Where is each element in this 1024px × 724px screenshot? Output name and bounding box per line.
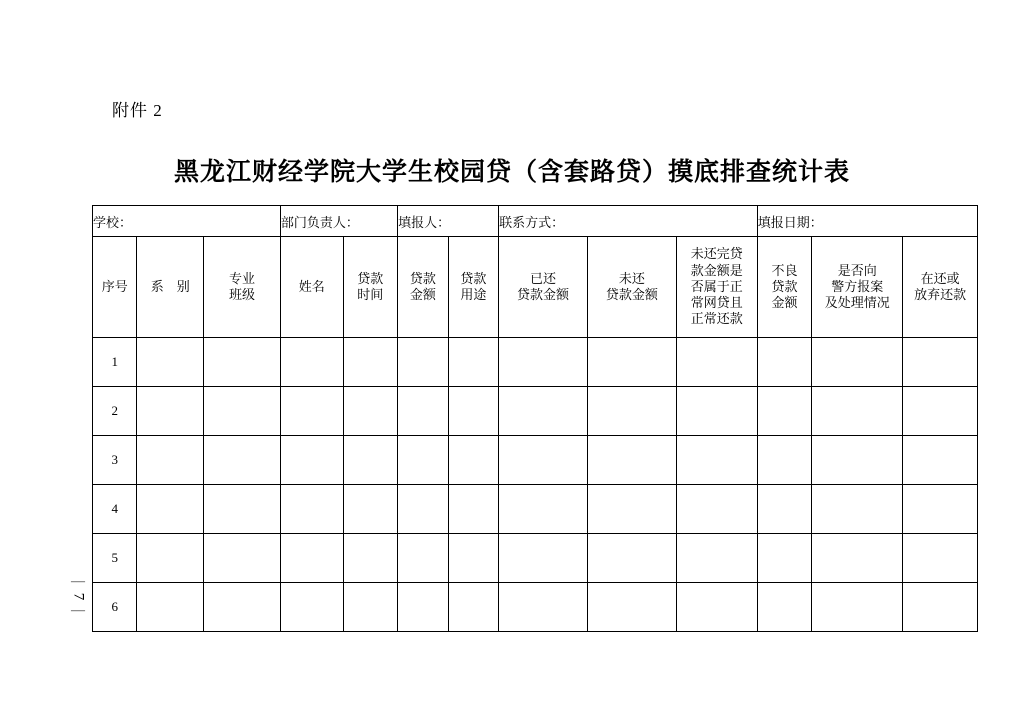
column-header-major-class: 专业 班级 xyxy=(204,237,281,338)
cell-repayment-status[interactable] xyxy=(903,436,978,485)
column-header-loan-purpose: 贷款 用途 xyxy=(448,237,499,338)
cell-bad-loan-amount[interactable] xyxy=(757,534,812,583)
cell-loan-amount[interactable] xyxy=(398,583,449,632)
cell-repayment-status[interactable] xyxy=(903,338,978,387)
cell-loan-purpose[interactable] xyxy=(448,485,499,534)
cell-normal-loan-status[interactable] xyxy=(676,534,757,583)
cell-bad-loan-amount[interactable] xyxy=(757,485,812,534)
cell-department[interactable] xyxy=(137,485,204,534)
table-row xyxy=(93,387,978,436)
row-index: 2 xyxy=(93,387,137,436)
cell-loan-purpose[interactable] xyxy=(448,387,499,436)
table-row xyxy=(93,583,978,632)
page-number-dash-bottom: — xyxy=(71,603,85,618)
column-header-name: 姓名 xyxy=(280,237,343,338)
page-title: 黑龙江财经学院大学生校园贷（含套路贷）摸底排查统计表 xyxy=(173,159,850,186)
cell-police-report[interactable] xyxy=(812,583,903,632)
cell-unpaid-amount[interactable] xyxy=(587,387,676,436)
cell-normal-loan-status[interactable] xyxy=(676,583,757,632)
cell-normal-loan-status[interactable] xyxy=(676,485,757,534)
column-header-normal-loan-status: 未还完贷 款金额是 否属于正 常网贷且 正常还款 xyxy=(676,237,757,338)
column-header-police-report: 是否向 警方报案 及处理情况 xyxy=(812,237,903,338)
cell-loan-purpose[interactable] xyxy=(448,436,499,485)
row-index: 3 xyxy=(93,436,137,485)
cell-normal-loan-status[interactable] xyxy=(676,387,757,436)
column-header-repaid-amount: 已还 贷款金额 xyxy=(499,237,588,338)
cell-police-report[interactable] xyxy=(812,485,903,534)
cell-name[interactable] xyxy=(280,387,343,436)
cell-bad-loan-amount[interactable] xyxy=(757,338,812,387)
row-index: 6 xyxy=(93,583,137,632)
cell-repayment-status[interactable] xyxy=(903,387,978,436)
cell-bad-loan-amount[interactable] xyxy=(757,583,812,632)
cell-police-report[interactable] xyxy=(812,338,903,387)
cell-loan-amount[interactable] xyxy=(398,436,449,485)
cell-unpaid-amount[interactable] xyxy=(587,583,676,632)
cell-unpaid-amount[interactable] xyxy=(587,534,676,583)
table-row xyxy=(93,534,978,583)
cell-name[interactable] xyxy=(280,485,343,534)
cell-unpaid-amount[interactable] xyxy=(587,436,676,485)
cell-major-class[interactable] xyxy=(204,534,281,583)
cell-repaid-amount[interactable] xyxy=(499,338,588,387)
cell-repayment-status[interactable] xyxy=(903,485,978,534)
cell-name[interactable] xyxy=(280,436,343,485)
meta-field-report-date[interactable]: 填报日期： xyxy=(757,206,977,237)
cell-unpaid-amount[interactable] xyxy=(587,338,676,387)
cell-department[interactable] xyxy=(137,534,204,583)
cell-loan-time[interactable] xyxy=(343,338,398,387)
cell-repayment-status[interactable] xyxy=(903,583,978,632)
cell-loan-amount[interactable] xyxy=(398,485,449,534)
page-number-dash-top: — xyxy=(71,574,85,589)
cell-police-report[interactable] xyxy=(812,387,903,436)
cell-police-report[interactable] xyxy=(812,436,903,485)
table-row xyxy=(93,485,978,534)
cell-normal-loan-status[interactable] xyxy=(676,436,757,485)
cell-repaid-amount[interactable] xyxy=(499,387,588,436)
cell-loan-time[interactable] xyxy=(343,534,398,583)
cell-repaid-amount[interactable] xyxy=(499,583,588,632)
cell-major-class[interactable] xyxy=(204,436,281,485)
survey-table xyxy=(92,205,978,632)
column-header-repayment-status: 在还或 放弃还款 xyxy=(903,237,978,338)
cell-major-class[interactable] xyxy=(204,485,281,534)
cell-loan-purpose[interactable] xyxy=(448,534,499,583)
meta-field-contact[interactable]: 联系方式： xyxy=(499,206,758,237)
column-header-unpaid-amount: 未还 贷款金额 xyxy=(587,237,676,338)
cell-police-report[interactable] xyxy=(812,534,903,583)
cell-loan-amount[interactable] xyxy=(398,387,449,436)
cell-repaid-amount[interactable] xyxy=(499,485,588,534)
attachment-label: 附件 2 xyxy=(112,101,163,120)
cell-loan-time[interactable] xyxy=(343,485,398,534)
meta-field-department-head[interactable]: 部门负责人： xyxy=(280,206,397,237)
column-header-loan-amount: 贷款 金额 xyxy=(398,237,449,338)
cell-department[interactable] xyxy=(137,583,204,632)
cell-normal-loan-status[interactable] xyxy=(676,338,757,387)
cell-name[interactable] xyxy=(280,583,343,632)
table-row xyxy=(93,436,978,485)
cell-loan-purpose[interactable] xyxy=(448,583,499,632)
page-number-value: 7 xyxy=(70,592,87,601)
cell-loan-time[interactable] xyxy=(343,583,398,632)
cell-loan-time[interactable] xyxy=(343,387,398,436)
row-index: 5 xyxy=(93,534,137,583)
column-header-loan-time: 贷款 时间 xyxy=(343,237,398,338)
cell-bad-loan-amount[interactable] xyxy=(757,387,812,436)
cell-loan-time[interactable] xyxy=(343,436,398,485)
meta-field-school[interactable]: 学校： xyxy=(93,206,281,237)
cell-repaid-amount[interactable] xyxy=(499,436,588,485)
cell-bad-loan-amount[interactable] xyxy=(757,436,812,485)
row-index: 4 xyxy=(93,485,137,534)
cell-major-class[interactable] xyxy=(204,583,281,632)
cell-name[interactable] xyxy=(280,534,343,583)
cell-loan-purpose[interactable] xyxy=(448,338,499,387)
table-row xyxy=(93,338,978,387)
cell-major-class[interactable] xyxy=(204,338,281,387)
table-meta-row xyxy=(93,206,978,237)
cell-unpaid-amount[interactable] xyxy=(587,485,676,534)
cell-department[interactable] xyxy=(137,436,204,485)
column-header-index: 序号 xyxy=(93,237,137,338)
column-header-bad-loan-amount: 不良 贷款 金额 xyxy=(757,237,812,338)
cell-loan-amount[interactable] xyxy=(398,338,449,387)
row-index: 1 xyxy=(93,338,137,387)
meta-field-reporter[interactable]: 填报人： xyxy=(398,206,499,237)
cell-major-class[interactable] xyxy=(204,387,281,436)
cell-department[interactable] xyxy=(137,338,204,387)
cell-repayment-status[interactable] xyxy=(903,534,978,583)
cell-loan-amount[interactable] xyxy=(398,534,449,583)
table-header-row xyxy=(93,237,978,338)
cell-repaid-amount[interactable] xyxy=(499,534,588,583)
cell-department[interactable] xyxy=(137,387,204,436)
column-header-department: 系 别 xyxy=(137,237,204,338)
cell-name[interactable] xyxy=(280,338,343,387)
